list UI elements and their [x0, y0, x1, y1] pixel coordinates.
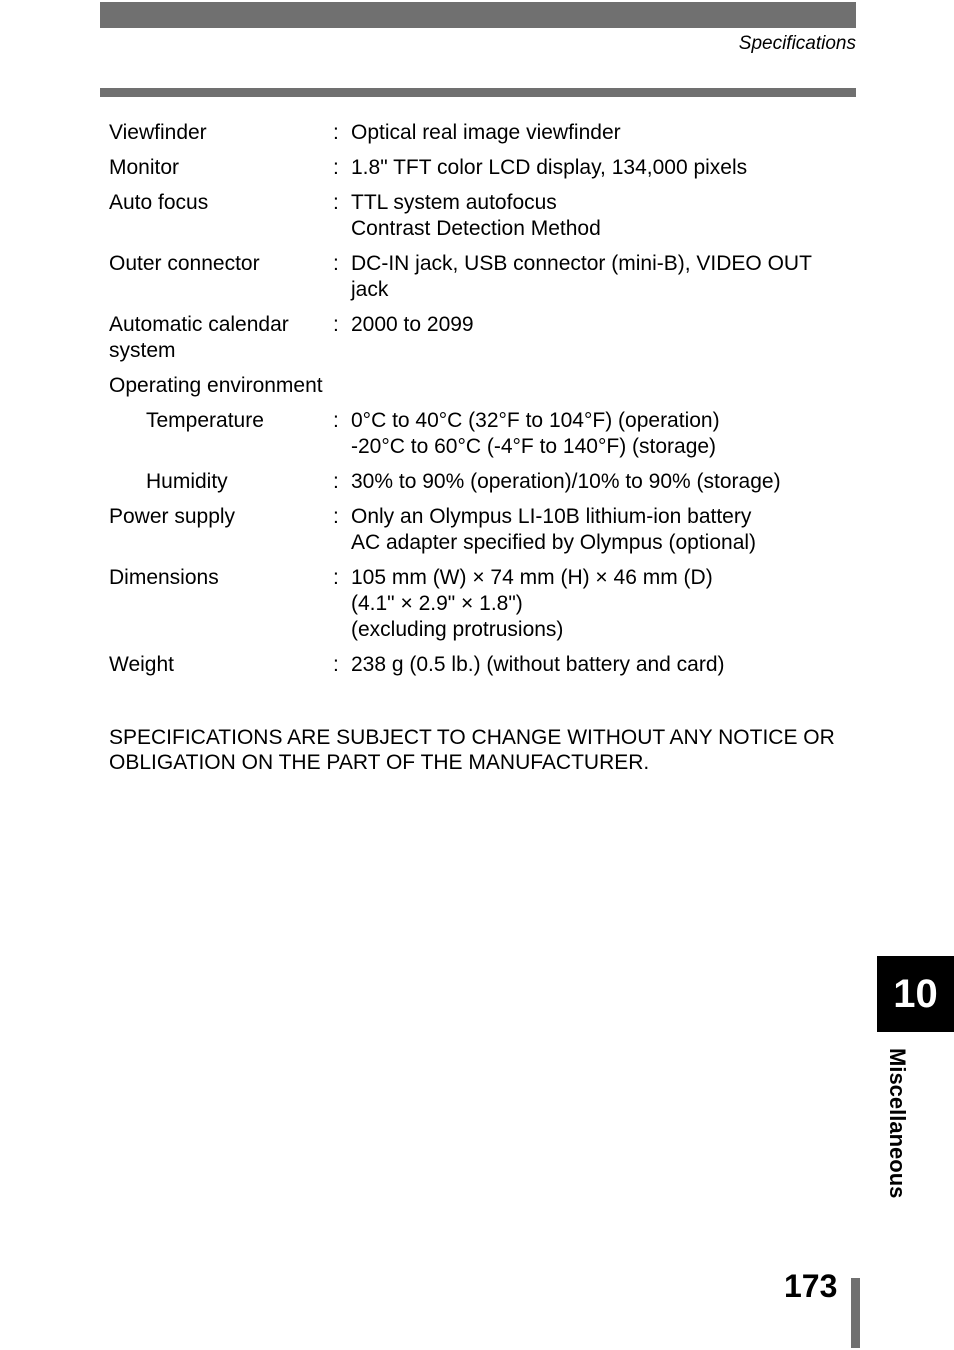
header-bar [100, 2, 856, 28]
spec-value [351, 504, 849, 556]
spec-row [109, 469, 849, 495]
spec-label: Auto focus [109, 191, 209, 214]
spec-row [109, 504, 849, 556]
spec-value-line: 105 mm (W) × 74 mm (H) × 46 mm (D) [351, 566, 713, 589]
chapter-name: Miscellaneous [885, 1048, 910, 1199]
spec-label: Temperature [146, 409, 264, 432]
spec-separator: : [333, 566, 339, 589]
spec-label: Weight [109, 653, 174, 676]
spec-separator [333, 373, 351, 399]
spec-row [109, 251, 849, 303]
spec-value [351, 408, 849, 460]
spec-separator: : [333, 505, 339, 528]
specifications-table [109, 120, 849, 687]
change-notice: SPECIFICATIONS ARE SUBJECT TO CHANGE WITHOUT ANY NOTICE OR OBLIGATION ON THE PART OF THE MANUFACTURER. [109, 726, 835, 774]
spec-value-line: (excluding protrusions) [351, 618, 564, 641]
spec-label: Outer connector [109, 252, 260, 275]
spec-value-line: 2000 to 2099 [351, 313, 474, 336]
spec-value-line: jack [351, 278, 389, 301]
spec-value [351, 373, 849, 399]
spec-separator: : [333, 470, 339, 493]
page-bar [851, 1278, 860, 1348]
spec-label: Monitor [109, 156, 180, 179]
spec-separator: : [333, 156, 339, 179]
spec-value [351, 155, 849, 181]
spec-value-line: AC adapter specified by Olympus (optional) [351, 531, 757, 554]
spec-row [109, 190, 849, 242]
spec-value-line: Optical real image viewfinder [351, 121, 621, 144]
chapter-tab: 10 [877, 956, 954, 1032]
spec-row [109, 408, 849, 460]
spec-label: Operating environment [109, 374, 323, 397]
spec-label: Viewfinder [109, 121, 207, 144]
spec-separator: : [333, 121, 339, 144]
spec-row [109, 373, 849, 399]
spec-value-line: Only an Olympus LI-10B lithium-ion battery [351, 505, 752, 528]
spec-label: Humidity [146, 470, 228, 493]
spec-value-line: -20°C to 60°C (-4°F to 140°F) (storage) [351, 435, 717, 458]
spec-separator: : [333, 313, 339, 336]
spec-label: Power supply [109, 505, 236, 528]
spec-value [351, 251, 849, 303]
spec-label: Dimensions [109, 566, 219, 589]
spec-value [351, 312, 849, 364]
spec-value [351, 652, 849, 678]
spec-separator: : [333, 252, 339, 275]
spec-value-line: 1.8" TFT color LCD display, 134,000 pixels [351, 156, 748, 179]
spec-value [351, 120, 849, 146]
spec-row [109, 652, 849, 678]
spec-row [109, 120, 849, 146]
spec-row [109, 565, 849, 643]
page-number: 173 [784, 1268, 838, 1304]
spec-value-line: 30% to 90% (operation)/10% to 90% (storage) [351, 470, 781, 493]
header-rule [100, 88, 856, 97]
spec-value-line: (4.1" × 2.9" × 1.8") [351, 592, 523, 615]
spec-value-line: 238 g (0.5 lb.) (without battery and card) [351, 653, 725, 676]
spec-separator: : [333, 191, 339, 214]
spec-label: Automatic calendar system [109, 313, 289, 362]
spec-separator: : [333, 653, 339, 676]
spec-separator: : [333, 409, 339, 432]
running-header-title: Specifications [738, 33, 856, 54]
spec-value-line: Contrast Detection Method [351, 217, 601, 240]
spec-value [351, 469, 849, 495]
spec-value-line: 0°C to 40°C (32°F to 104°F) (operation) [351, 409, 720, 432]
spec-value [351, 565, 849, 643]
spec-value-line: TTL system autofocus [351, 191, 557, 214]
spec-value [351, 190, 849, 242]
spec-row [109, 312, 849, 364]
spec-value-line: DC-IN jack, USB connector (mini-B), VIDEO OUT [351, 252, 812, 275]
spec-row [109, 155, 849, 181]
